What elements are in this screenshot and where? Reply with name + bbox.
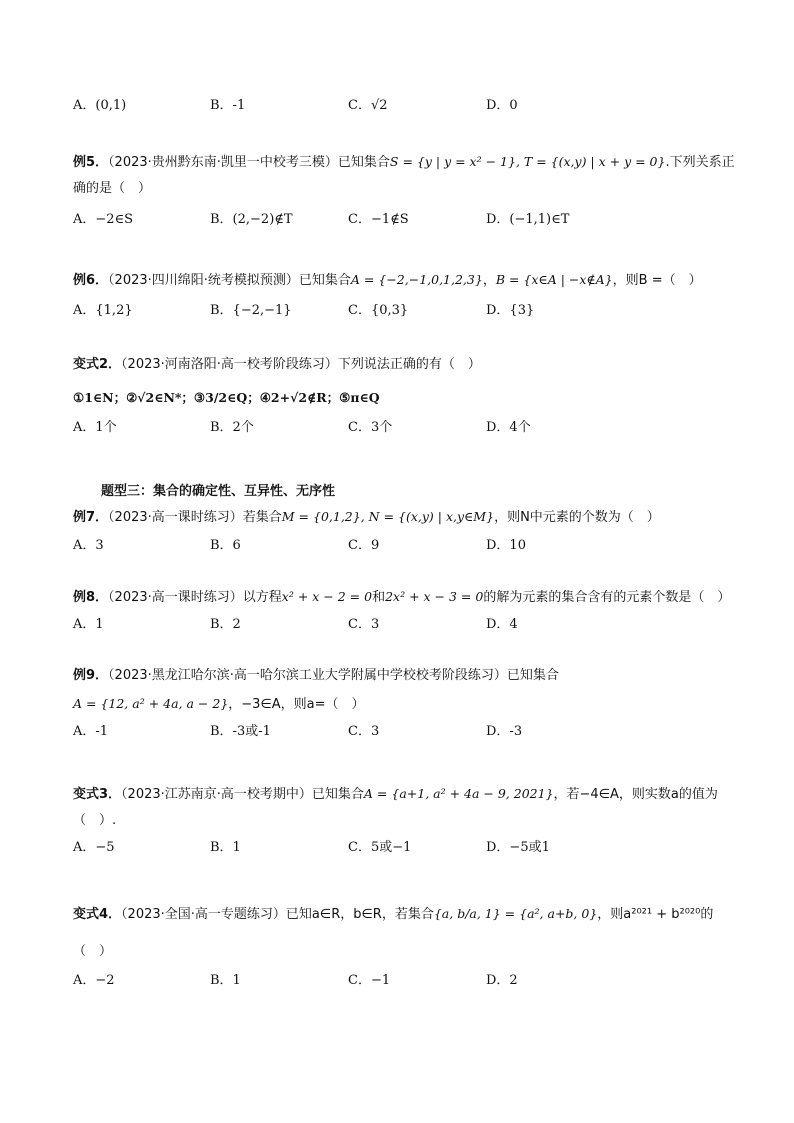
question-stem: 和: [372, 590, 386, 605]
question-stem: 已知集合: [311, 787, 364, 802]
question-stem: 的解为元素的集合含有的元素个数是（ ）: [483, 590, 731, 605]
question-stem: 确的是（ ）: [73, 181, 152, 196]
question-stem: 已知a∈R，b∈R，若集合: [285, 907, 434, 922]
option-b: B．1: [210, 840, 241, 855]
question-label: 例5．: [73, 155, 109, 170]
question-source: （2023·四川绵阳·统考模拟预测）: [108, 273, 299, 288]
section-heading: 题型三：集合的确定性、互异性、无序性: [101, 484, 336, 499]
question-stem: ，−3∈A，则a=（ ）: [228, 697, 365, 712]
option-a: A．1个: [73, 420, 117, 435]
question-stem: 下列说法正确的有（ ）: [337, 357, 481, 372]
question-stem: （ ）.: [73, 813, 117, 828]
question-var2: [73, 355, 733, 438]
question-source: （2023·全国·高一专题练习）: [121, 907, 286, 922]
option-b: B．2个: [210, 420, 254, 435]
option-b: B．-1: [210, 98, 246, 113]
option-a: A．-1: [73, 724, 109, 739]
question-stem: 若集合: [242, 510, 282, 525]
option-d: D．-3: [486, 724, 523, 739]
option-d: D．−5或1: [486, 840, 550, 855]
statement-list: ①1∈N；②√2∈N*；③3/2∈Q；④2+√2∉R；⑤π∈Q: [73, 390, 380, 405]
question-ex6: [73, 270, 733, 321]
math-expression: A = {−2,−1,0,1,2,3}: [350, 272, 483, 287]
question-stem: 已知集合: [337, 155, 390, 170]
option-d: D．0: [486, 98, 518, 113]
option-a: A．1: [73, 617, 104, 632]
math-expression: A = {12, a² + 4a, a − 2}: [73, 696, 229, 711]
question-label: 例7．: [73, 510, 109, 525]
option-b: B．{−2,−1}: [210, 303, 292, 318]
question-label: 例6．: [73, 273, 109, 288]
option-b: B．(2,−2)∉T: [210, 212, 293, 227]
question-label: 例8．: [73, 590, 109, 605]
question-label: 变式3．: [73, 787, 122, 802]
question-stem: ，若−4∈A，则实数a的值为: [553, 787, 718, 802]
question-source: （2023·河南洛阳·高一校考阶段练习）: [121, 357, 338, 372]
option-d: D．10: [486, 538, 526, 553]
option-c: C．3: [348, 724, 380, 739]
option-a: A．−5: [73, 840, 115, 855]
question-source: （2023·黑龙江哈尔滨·高一哈尔滨工业大学附属中学校校考阶段练习）: [108, 668, 507, 683]
option-c: C．−1: [348, 973, 391, 988]
question-label: 变式4．: [73, 907, 122, 922]
question-stem: ，则B =（ ）: [612, 273, 702, 288]
math-expression: x² + x − 2 = 0: [281, 589, 373, 604]
option-a: A．−2: [73, 973, 115, 988]
question-label: 变式2．: [73, 357, 122, 372]
option-b: B．6: [210, 538, 241, 553]
question-source: （2023·贵州黔东南·凯里一中校考三模）: [108, 155, 338, 170]
question-stem: 已知集合: [298, 273, 351, 288]
option-a: A．3: [73, 538, 104, 553]
question-var4: [73, 904, 733, 991]
question-stem: .下列关系正: [665, 155, 735, 170]
question-ex5: [73, 152, 733, 230]
question-stem: （ ）: [73, 944, 113, 959]
question-source: （2023·高一课时练习）: [108, 510, 243, 525]
option-c: C．3个: [348, 420, 393, 435]
math-expression: B = {x∈A | −x∉A}: [495, 272, 613, 287]
option-b: B．2: [210, 617, 241, 632]
option-c: C．√2: [348, 98, 388, 113]
option-d: D．4个: [486, 420, 531, 435]
option-c: C．{0,3}: [348, 303, 409, 318]
question-var3: [73, 784, 733, 858]
question-stem: ，: [482, 273, 496, 288]
option-d: D．{3}: [486, 303, 535, 318]
option-c: C．−1∉S: [348, 212, 409, 227]
prev-question-options: [73, 96, 733, 116]
question-ex8: [73, 587, 733, 635]
question-source: （2023·高一课时练习）: [108, 590, 243, 605]
math-expression: S = {y | y = x² − 1}, T = {(x,y) | x + y = 0}: [389, 154, 666, 169]
question-stem: 已知集合: [506, 668, 559, 683]
option-a: A．−2∈S: [73, 212, 134, 227]
option-d: D．4: [486, 617, 518, 632]
math-expression: A = {a+1, a² + 4a − 9, 2021}: [363, 786, 554, 801]
question-ex9: [73, 666, 733, 742]
question-ex7: [73, 507, 733, 556]
option-c: C．5或−1: [348, 840, 412, 855]
math-expression: M = {0,1,2}, N = {(x,y) | x,y∈M}: [281, 509, 495, 524]
option-a: A．(0,1): [73, 98, 127, 113]
option-d: D．(−1,1)∈T: [486, 212, 570, 227]
question-label: 例9．: [73, 668, 109, 683]
option-c: C．9: [348, 538, 380, 553]
question-stem: 以方程: [242, 590, 282, 605]
option-b: B．1: [210, 973, 241, 988]
option-c: C．3: [348, 617, 380, 632]
math-expression: {a, b/a, 1} = {a², a+b, 0}: [433, 906, 598, 921]
option-a: A．{1,2}: [73, 303, 133, 318]
question-stem: ，则a²⁰²¹ + b²⁰²⁰的: [597, 907, 714, 922]
question-source: （2023·江苏南京·高一校考期中）: [121, 787, 312, 802]
option-d: D．2: [486, 973, 518, 988]
question-stem: ，则N中元素的个数为（ ）: [494, 510, 660, 525]
math-expression: 2x² + x − 3 = 0: [385, 589, 484, 604]
option-b: B．-3或-1: [210, 724, 271, 739]
